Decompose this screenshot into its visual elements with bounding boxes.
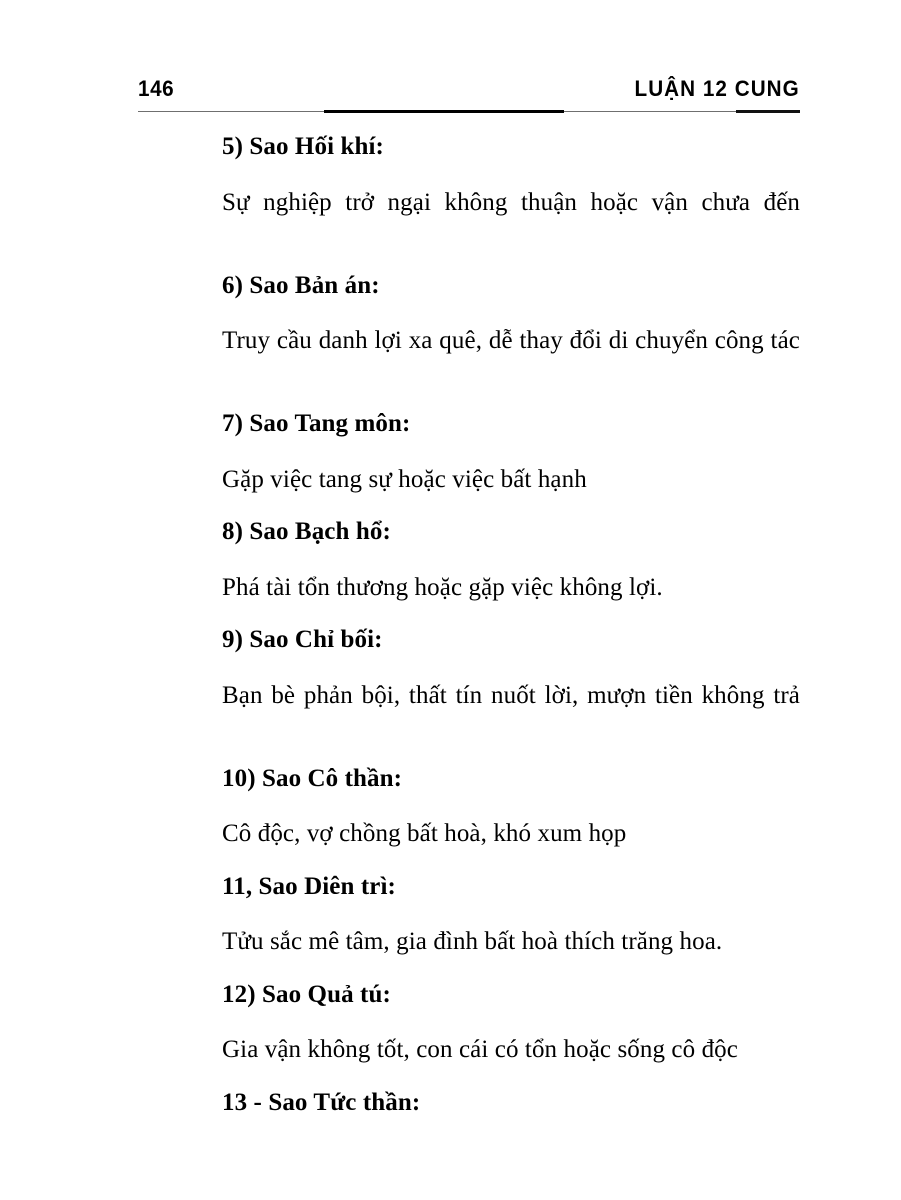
entry-heading: 8) Sao Bạch hổ: [222, 518, 391, 545]
entry-heading: 9) Sao Chỉ bối: [222, 626, 383, 653]
divider-segment-thick-right [736, 110, 800, 113]
running-head [138, 78, 800, 100]
entry-6 [138, 271, 800, 410]
entry-12 [138, 980, 800, 1088]
entry-heading: 12) Sao Quả tú: [222, 980, 391, 1008]
spacer [138, 439, 800, 465]
entry-description: Cô độc, vợ chồng bất hoà, khó xum họp [222, 820, 627, 847]
entry-13 [138, 1088, 800, 1118]
spacer [138, 1066, 800, 1088]
spacer [138, 547, 800, 573]
page-number: 146 [138, 76, 175, 101]
entry-9 [138, 625, 800, 764]
entry-7 [138, 409, 800, 517]
entry-description: Sự nghiệp trở ngại không thuận hoặc vận chưa đến [222, 188, 800, 216]
spacer [138, 742, 800, 764]
entry-description: Gặp việc tang sự hoặc việc bất hạnh [222, 465, 587, 493]
entry-heading: 13 - Sao Tức thần: [222, 1088, 421, 1116]
spacer [138, 958, 800, 980]
entry-description: Gia vận không tốt, con cái có tổn hoặc sống cô độc [222, 1036, 738, 1063]
spacer [138, 387, 800, 409]
entry-heading: 7) Sao Tang môn: [222, 410, 411, 437]
entry-description: Bạn bè phản bội, thất tín nuốt lời, mượn tiền không trả [222, 681, 800, 709]
entry-heading: 11, Sao Diên trì: [222, 872, 396, 900]
entry-heading: 10) Sao Cô thần: [222, 764, 403, 792]
header-divider [138, 110, 800, 114]
entry-11 [138, 872, 800, 980]
spacer [138, 1009, 800, 1035]
entry-10 [138, 764, 800, 872]
spacer [138, 603, 800, 625]
running-title: LUẬN 12 CUNG [634, 76, 800, 101]
spacer [138, 793, 800, 819]
entry-heading: 5) Sao Hối khí: [222, 133, 384, 160]
entry-5 [138, 132, 800, 271]
spacer [138, 249, 800, 271]
entry-heading: 6) Sao Bản án: [222, 271, 380, 299]
body-column [138, 132, 800, 1117]
entry-description: Tửu sắc mê tâm, gia đình bất hoà thích trăng hoa. [222, 928, 723, 955]
spacer [138, 850, 800, 872]
spacer [138, 495, 800, 517]
spacer [138, 901, 800, 927]
entry-8 [138, 517, 800, 625]
entry-description: Truy cầu danh lợi xa quê, dễ thay đổi di chuyển công tác [222, 327, 800, 354]
spacer [138, 300, 800, 326]
divider-segment-thick-left [324, 110, 564, 113]
entry-description: Phá tài tổn thương hoặc gặp việc không lợi. [222, 573, 663, 601]
spacer [138, 162, 800, 188]
spacer [138, 655, 800, 681]
